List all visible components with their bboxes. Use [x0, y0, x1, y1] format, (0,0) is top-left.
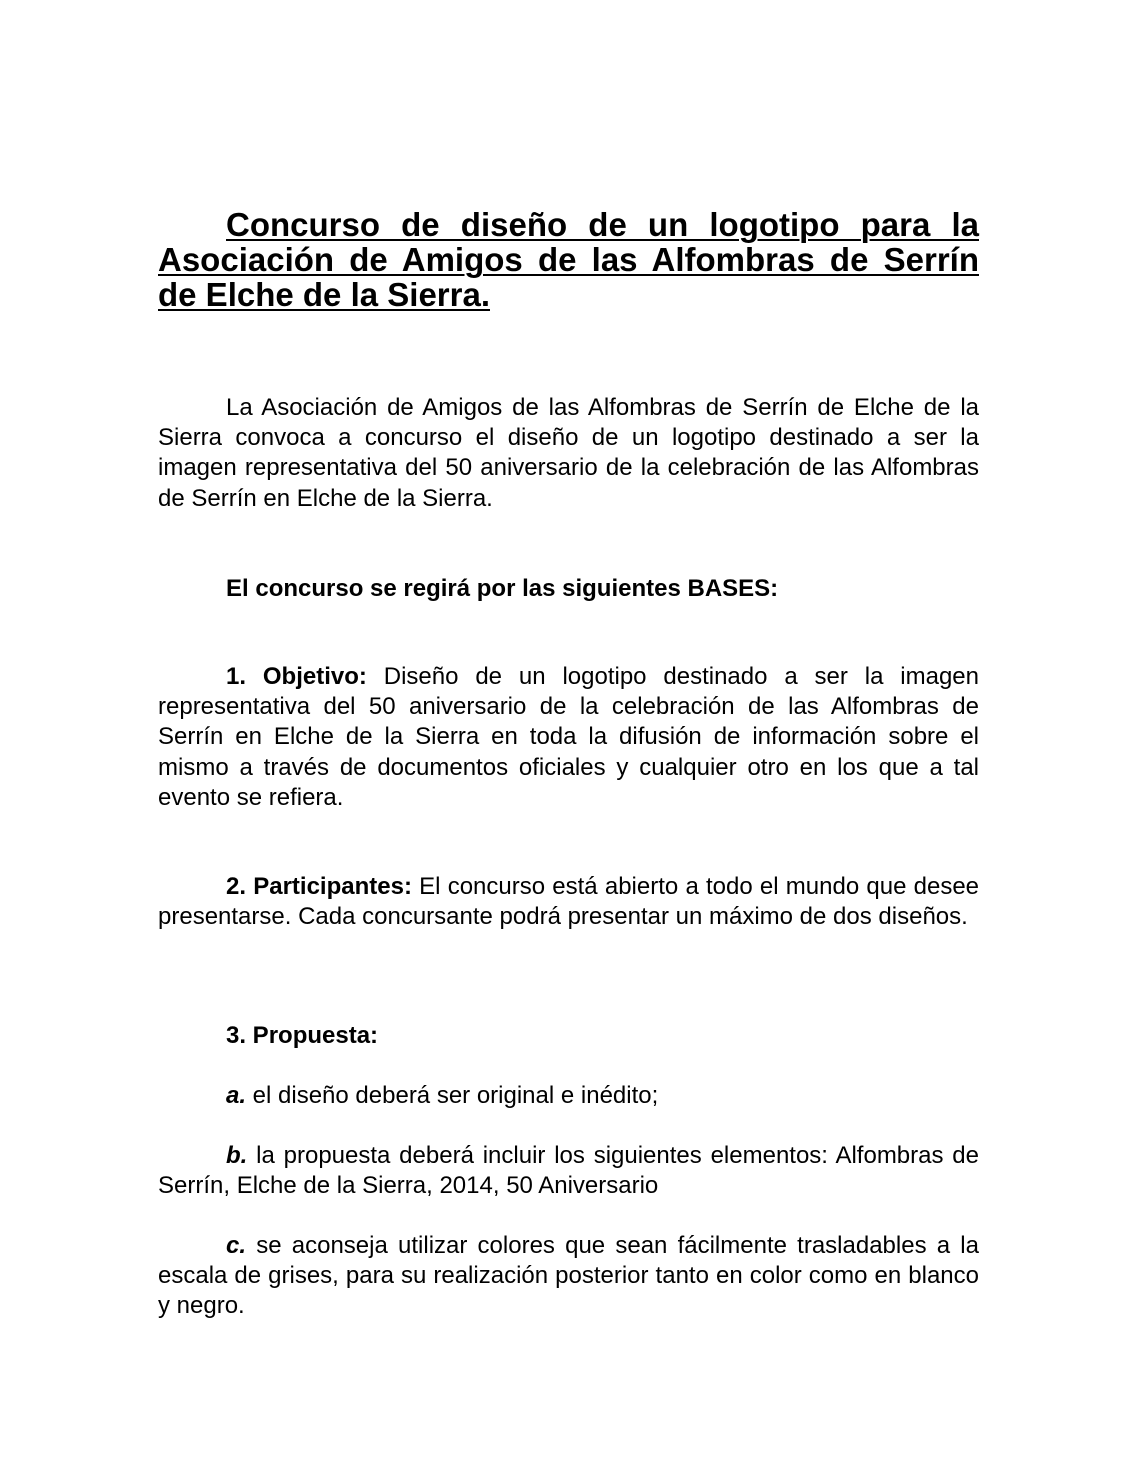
intro-paragraph: La Asociación de Amigos de las Alfombras de Serrín de Elche de la Sierra convoca a concurso el diseño de un logotipo destinado a ser la imagen representativa del 50 aniversario de la celebración de las Alfombras de Serrín en Elche de la Sierra.: [158, 394, 979, 512]
section-objetivo: [158, 662, 979, 813]
section-participantes: [158, 872, 979, 932]
propuesta-item-c-letter: c.: [226, 1232, 247, 1259]
propuesta-item-c-text: se aconseja utilizar colores que sean fácilmente trasladables a la escala de grises, para su realización posterior tanto en color como en blanco y negro.: [158, 1232, 979, 1320]
section-objetivo-text: Diseño de un logotipo destinado a ser la imagen representativa del 50 aniversario de la celebración de las Alfombras de Serrín en Elche de la Sierra en toda la difusión de información sobre el mismo a través de documentos oficiales y cualquier otro en los que a tal evento se refiera.: [158, 663, 979, 811]
propuesta-item-b: [158, 1141, 979, 1201]
section-objetivo-label: 1. Objetivo:: [226, 663, 367, 690]
section-participantes-label: 2. Participantes:: [226, 873, 412, 900]
propuesta-item-b-letter: b.: [226, 1142, 248, 1169]
propuesta-item-a: [158, 1081, 979, 1111]
section-propuesta-heading: 3. Propuesta:: [226, 1022, 379, 1049]
propuesta-item-a-letter: a.: [226, 1082, 247, 1109]
propuesta-item-b-text: la propuesta deberá incluir los siguientes elementos: Alfombras de Serrín, Elche de la Sierra, 2014, 50 Aniversario: [158, 1142, 979, 1200]
propuesta-item-c: [158, 1231, 979, 1322]
propuesta-item-a-text: el diseño deberá ser original e inédito;: [246, 1082, 659, 1109]
section-participantes-text: El concurso está abierto a todo el mundo que desee presentarse. Cada concursante podrá presentar un máximo de dos diseños.: [158, 873, 980, 931]
document-title: Concurso de diseño de un logotipo para la Asociación de Amigos de las Alfombras de Serrín de Elche de la Sierra.: [158, 206, 979, 313]
bases-heading: El concurso se regirá por las siguientes BASES:: [226, 575, 779, 602]
